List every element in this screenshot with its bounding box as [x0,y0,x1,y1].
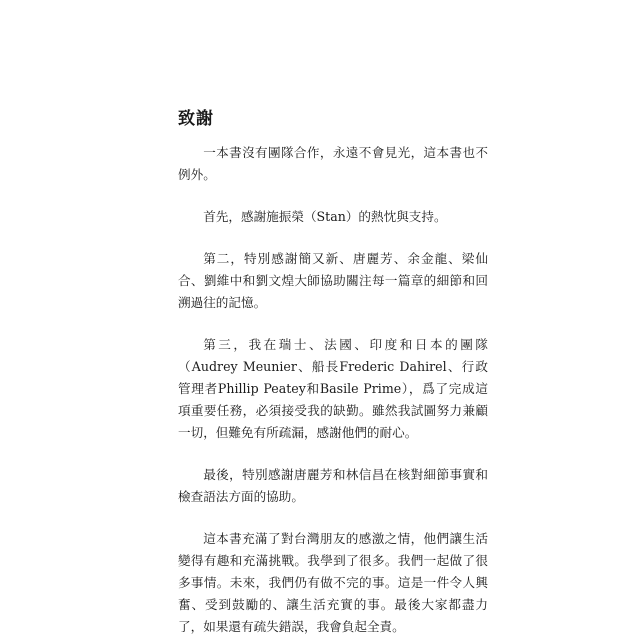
page-title: 致謝 [178,109,214,129]
paragraph-2: 首先，感謝施振榮（Stan）的熱忱與支持。 [203,209,447,224]
acknowledgements-body [178,142,488,638]
paragraph-3: 第二，特別感謝簡又新、唐麗芳、余金龍、梁仙合、劉維中和劉文煌大師協助關注每一篇章的細節和回溯過往的記憶。 [178,251,488,310]
paragraph-6: 這本書充滿了對台灣朋友的感激之情，他們讓生活變得有趣和充滿挑戰。我學到了很多。我們一起做了很多事情。未來，我們仍有做不完的事。這是一件令人興奮、受到鼓勵的、讓生活充實的事。最後大家都盡力了，如果還有疏失錯誤，我會負起全責。 [178,531,488,634]
paragraph-1: 一本書沒有團隊合作，永遠不會見光，這本書也不例外。 [178,145,488,182]
paragraph-4: 第三，我在瑞士、法國、印度和日本的團隊（Audrey Meunier、船長Frederic Dahirel、行政管理者Phillip Peatey和Basile Prime），爲了完成這項重要任務，必須接受我的缺勤。雖然我試圖努力兼顧一切，但難免有所疏漏，感謝他們的耐心。 [178,337,488,440]
paragraph-5: 最後，特別感謝唐麗芳和林信昌在核對細節事實和檢查語法方面的協助。 [178,467,488,504]
